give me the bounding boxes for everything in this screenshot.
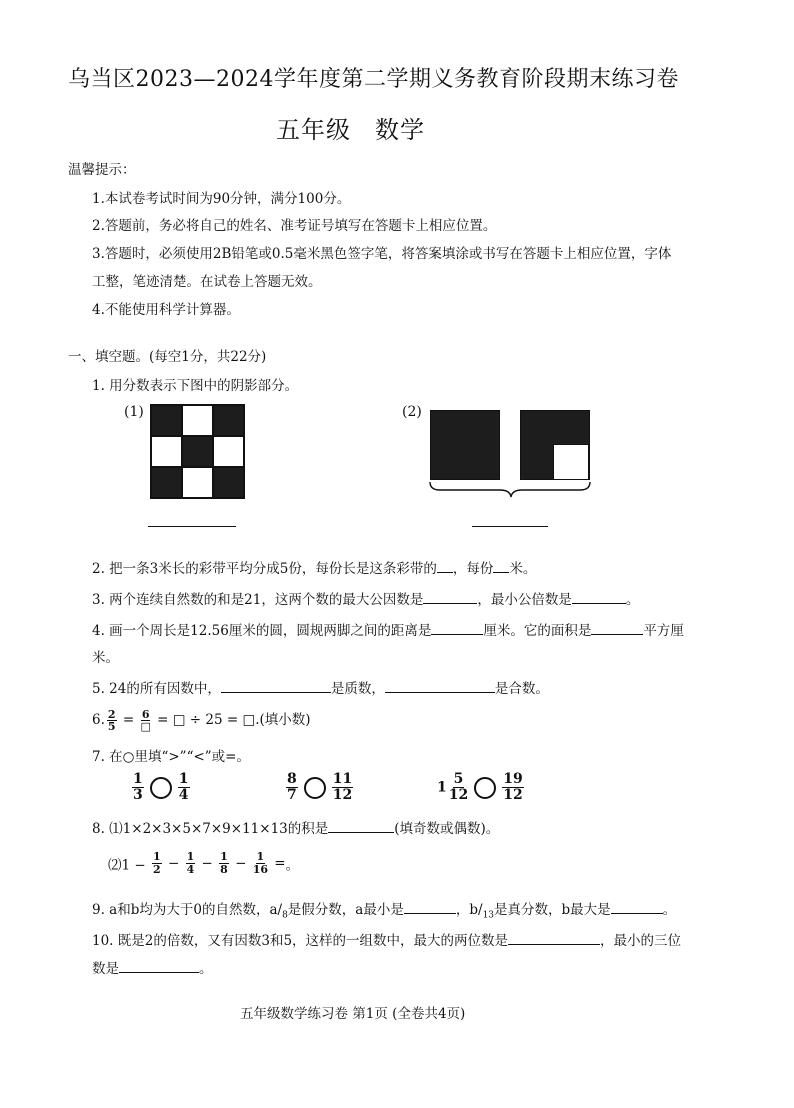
question-8-part-2: ⑵1 − $\frac{1}{2}$ − $\frac{1}{4}$ − $\frac{1}{8}$ − $\frac{1}{16}$ =。: [108, 850, 300, 876]
question-8-part-1: 8. ⑴1×2×3×5×7×9×11×13的积是 (填奇数或偶数)。: [92, 817, 499, 837]
blank-4b[interactable]: [591, 620, 643, 635]
compare-circle-2[interactable]: [304, 777, 326, 799]
grade-label: 五年级: [276, 116, 351, 144]
question-1: 1. 用分数表示下图中的阴影部分。: [92, 378, 299, 394]
answer-line-figure-2[interactable]: [472, 526, 548, 527]
compare-circle-3[interactable]: [474, 777, 496, 799]
question-9: 9. a和b均为大于0的自然数，$a/_8$是假分数，a最小是 ，$b/_{13}$是真分数，b最大是 。: [92, 898, 676, 921]
tip-item: 工整，笔迹清楚。在试卷上答题无效。: [92, 274, 322, 290]
section-heading: 一、填空题。(每空1分，共22分): [68, 349, 267, 365]
question-5: 5. 24的所有因数中， 是质数， 是合数。: [92, 677, 549, 697]
blank-5b[interactable]: [385, 678, 495, 693]
figure-2-label: (2): [402, 404, 422, 420]
compare-1: $\frac{1}{3}$ $\frac{1}{4}$: [133, 771, 189, 803]
blank-3a[interactable]: [423, 589, 477, 604]
compare-2: $\frac{8}{7}$ $\frac{11}{12}$: [287, 771, 353, 803]
tips-heading: 温馨提示：: [68, 162, 136, 178]
question-7: 7. 在○里填“>”“<”或=。: [92, 749, 250, 765]
blank-2b[interactable]: [493, 558, 509, 573]
question-10: 10. 既是2的倍数，又有因数3和5，这样的一组数中，最大的两位数是 ，最小的三位: [92, 929, 681, 949]
question-6: 6. $\frac{2}{5}$ = $\frac{6}{□}$ = □ ÷ 25 = □.(填小数): [92, 708, 311, 733]
tip-item: 3.答题时，必须使用2B铅笔或0.5毫米黑色签字笔，将答案填涂或书写在答题卡上相应位置，字体: [92, 246, 672, 262]
paper-title: 乌当区2023—2024学年度第二学期义务教育阶段期末练习卷: [68, 67, 679, 92]
subject-label: 数学: [375, 116, 425, 144]
page-footer: 五年级数学练习卷 第1页 (全卷共4页): [240, 1006, 466, 1022]
question-4: 4. 画一个周长是12.56厘米的圆，圆规两脚之间的距离是 厘米。它的面积是 平方厘: [92, 619, 684, 639]
question-10-cont: 数是 。: [92, 957, 213, 977]
blank-3b[interactable]: [572, 589, 626, 604]
blank-8a[interactable]: [328, 818, 394, 833]
blank-10a[interactable]: [508, 930, 600, 945]
figure-1-label: (1): [124, 404, 144, 420]
tip-item: 4.不能使用科学计算器。: [92, 302, 240, 318]
blank-4a[interactable]: [431, 620, 483, 635]
tip-item: 2.答题前，务必将自己的姓名、准考证号填写在答题卡上相应位置。: [92, 218, 497, 234]
blank-9b[interactable]: [611, 899, 663, 914]
blank-2a[interactable]: [437, 558, 453, 573]
compare-3: 1 $\frac{5}{12}$ $\frac{19}{12}$: [437, 771, 523, 803]
question-2: 2. 把一条3米长的彩带平均分成5份，每份长是这条彩带的 ，每份 米。: [92, 557, 536, 577]
blank-9a[interactable]: [404, 899, 456, 914]
tip-item: 1.本试卷考试时间为90分钟，满分100分。: [92, 191, 351, 207]
compare-circle-1[interactable]: [150, 777, 172, 799]
question-4-cont: 米。: [92, 650, 119, 666]
blank-10b[interactable]: [119, 958, 199, 973]
question-3: 3. 两个连续自然数的和是21，这两个数的最大公因数是 ，最小公倍数是 。: [92, 588, 639, 608]
blank-5a[interactable]: [221, 678, 331, 693]
